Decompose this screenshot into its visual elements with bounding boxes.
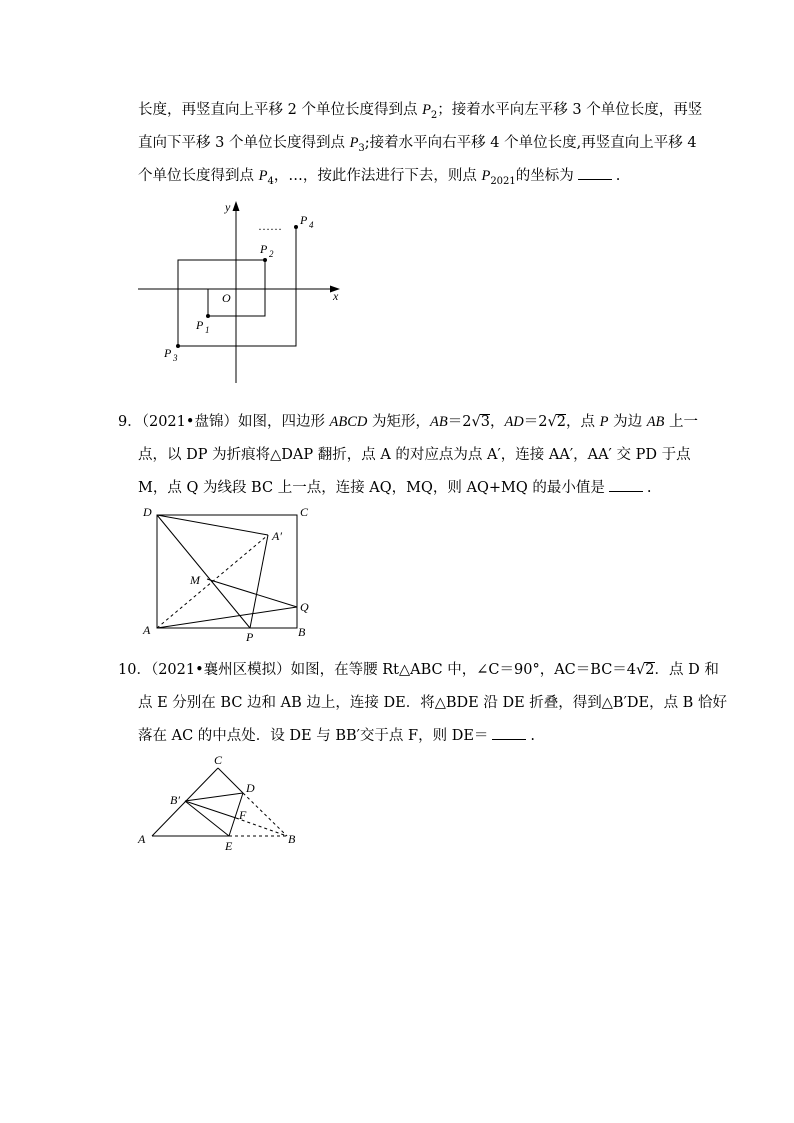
label-a: A (143, 623, 151, 637)
label-p3-sub: 3 (173, 353, 178, 363)
label-p2-sub: 2 (269, 249, 274, 259)
label-p: P (246, 630, 254, 644)
q10-line-2: 点 E 分别在 BC 边和 AB 边上，连接 DE．将△BDE 沿 DE 折叠，得到△B′DE，点 B 恰好 (138, 695, 727, 711)
segment-cd (218, 768, 243, 793)
label-d: D (143, 505, 152, 519)
segment-ac (152, 768, 218, 836)
label-m: M (190, 573, 200, 587)
label-e: E (225, 839, 233, 853)
label-o: O (222, 291, 231, 305)
label-a: A (138, 832, 146, 846)
label-a-prime: A′ (272, 529, 282, 543)
label-p4-sub: 4 (309, 220, 314, 230)
label-p4: P (300, 213, 308, 227)
label-f: F (239, 808, 247, 822)
label-p1: P (196, 318, 204, 332)
q8-line-1: 长度，再竖直向上平移 2 个单位长度得到点 $P_2$；接着水平向左平移 3 个单位长度，再竖 (138, 102, 703, 121)
segment-b2e (185, 801, 229, 836)
label-c: C (300, 505, 309, 519)
segment-b2d (185, 793, 243, 801)
q10-line-1: 10．（2021•襄州区模拟）如图，在等腰 Rt△ABC 中，∠C＝90°，AC＝BC＝4√2．点 D 和 (118, 662, 719, 678)
q9-line-2: 点，以 DP 为折痕将△DAP 翻折，点 A 的对应点为点 A′，连接 AA′，AA′ 交 PD 于点 (138, 447, 691, 463)
q10-line-3: 落在 AC 的中点处．设 DE 与 BB′交于点 F，则 DE＝ . (138, 728, 536, 744)
label-d: D (246, 781, 255, 795)
q9-line-1: 9．（2021•盘锦）如图，四边形 ABCD 为矩形，AB＝2√3，AD＝2√2，点 P 为边 AB 上一 (118, 414, 699, 430)
label-p2: P (260, 242, 268, 256)
segment-b2f (185, 801, 236, 818)
label-dots: …… (258, 219, 282, 233)
label-p1-sub: 1 (205, 325, 210, 335)
label-p3: P (164, 346, 172, 360)
segment-db-dashed (243, 793, 287, 836)
label-y: y (225, 200, 231, 214)
label-b: B (298, 625, 306, 639)
label-b-prime: B′ (170, 793, 180, 807)
label-b: B (288, 832, 296, 846)
label-c: C (214, 753, 223, 767)
label-x: x (333, 289, 339, 303)
q8-line-3: 个单位长度得到点 $P_4$，…，按此作法进行下去，则点 $P_{2021}$的坐标为 . (138, 168, 621, 187)
label-q: Q (300, 600, 309, 614)
q8-line-2: 直向下平移 3 个单位长度得到点 $P_3$;接着水平向右平移 4 个单位长度,再竖直向上平移 4 (138, 135, 697, 154)
q9-line-3: M，点 Q 为线段 BC 上一点，连接 AQ，MQ，则 AQ+MQ 的最小值是 . (138, 480, 652, 496)
